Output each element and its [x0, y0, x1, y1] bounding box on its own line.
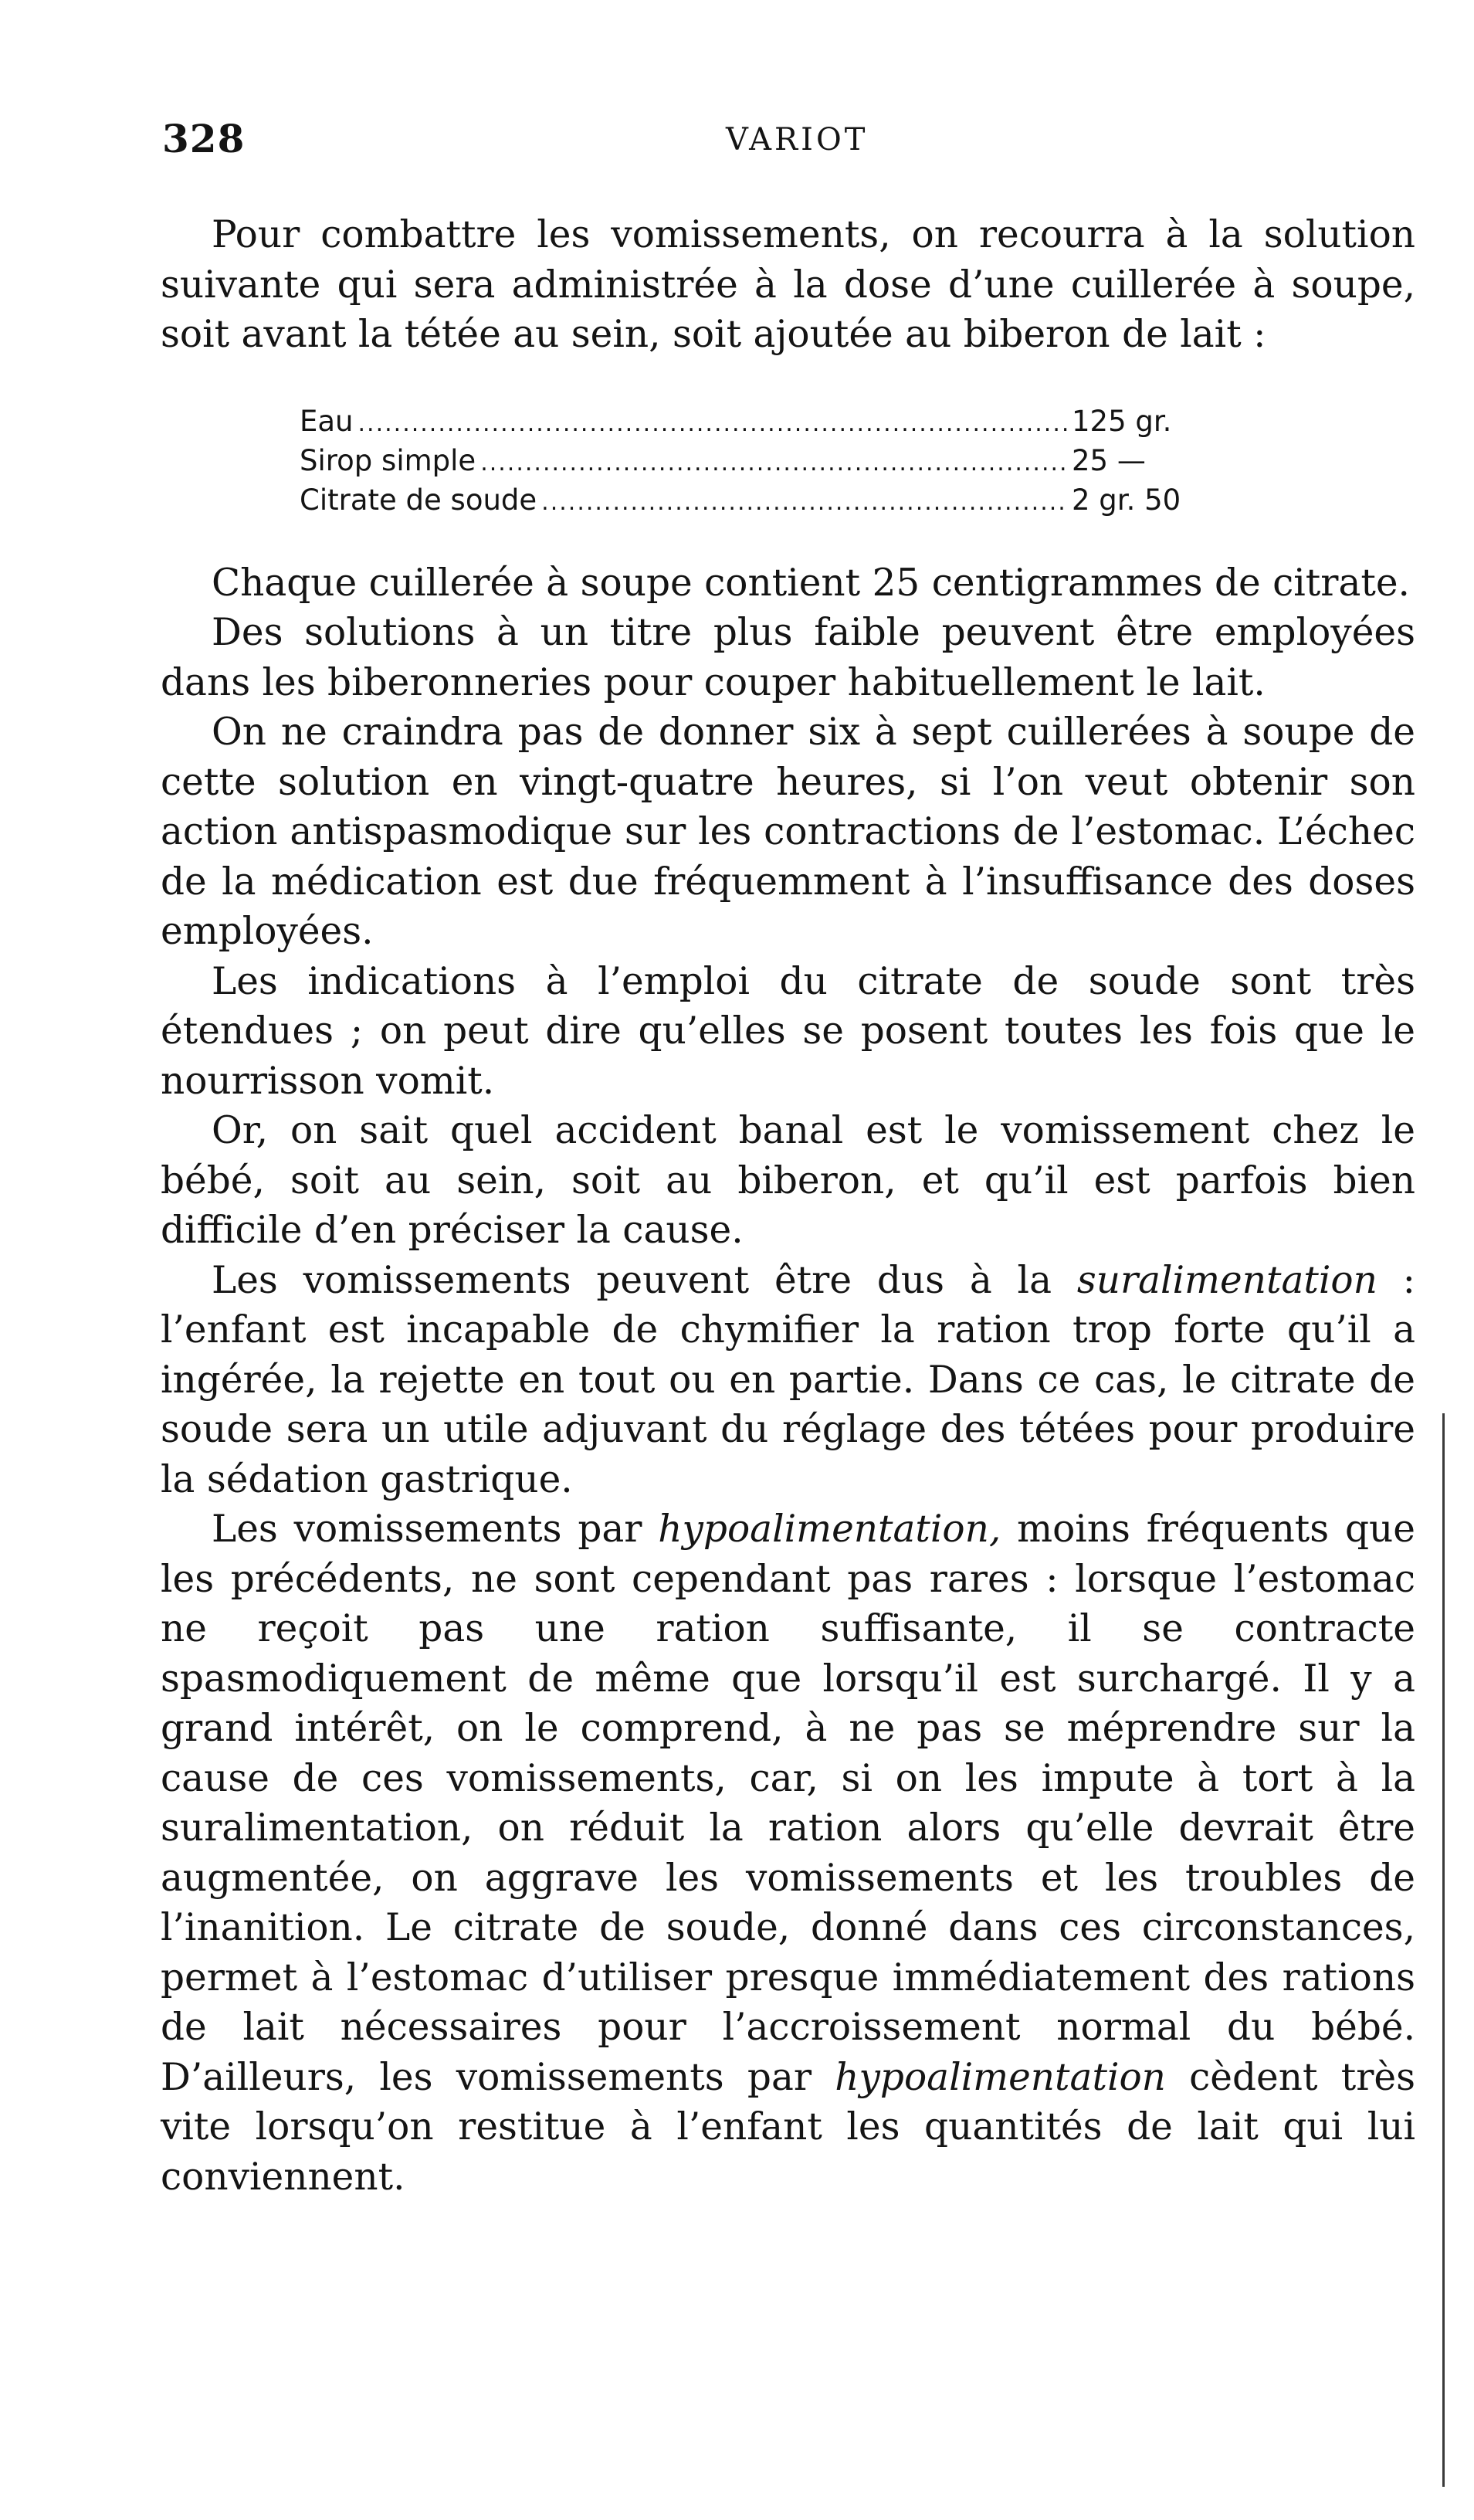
- ingredient-quantity: 125 gr.: [1072, 404, 1172, 438]
- ingredient-quantity: 2 gr. 50: [1072, 483, 1181, 517]
- paragraph-indications: Les indications à l’emploi du citrate de soude sont très étendues ; on peut dire qu’elles se posent toutes les fois que le nourrisson vomit.: [161, 959, 1415, 1103]
- paragraph-quantity: On ne craindra pas de donner six à sept cuillerées à soupe de cette solution en vingt-quatre heures, si l’on veut obtenir son action antispasmodique sur les contractions de l’estomac. L’échec de la médication est due fréquemment à l’insuffisance des doses employées.: [161, 711, 1415, 953]
- page-edge-rule: [1442, 1413, 1445, 2487]
- ingredient-quantity: 25 —: [1072, 443, 1146, 477]
- ingredient-name: Eau: [300, 404, 354, 438]
- paragraph-suralimentation: [161, 1256, 1415, 1505]
- emphasis-term: suralimentation: [1076, 1258, 1377, 1302]
- text-run: : l’enfant est incapable de chymifier la ration trop forte qu’il a ingérée, la rejette en tout ou en partie. Dans ce cas, le citrate de soude sera un utile adjuvant du réglage des tétées pour produire la sédation gastrique.: [161, 1258, 1415, 1501]
- emphasis-term: hypoalimentation,: [658, 1508, 1001, 1551]
- dot-leader: [480, 445, 1067, 482]
- text-run: Les vomissements par: [212, 1508, 659, 1551]
- paragraph-dose: Chaque cuillerée à soupe contient 25 centigrammes de citrate.: [212, 561, 1410, 605]
- paragraph-solutions: Des solutions à un titre plus faible peuvent être employées dans les biberonneries pour couper habituellement le lait.: [161, 611, 1415, 704]
- recipe-row: [300, 443, 1257, 482]
- dot-leader: [358, 405, 1067, 443]
- recipe-row: [300, 403, 1257, 443]
- page-header: [162, 116, 1413, 170]
- recipe-row: [300, 482, 1257, 521]
- body-text: [161, 210, 1415, 2202]
- paragraph-hypoalimentation: [161, 1504, 1415, 2202]
- paragraph-causes: Or, on sait quel accident banal est le vomissement chez le bébé, soit au sein, soit au biberon, et qu’il est parfois bien difficile d’en préciser la cause.: [161, 1109, 1415, 1252]
- text-run: Les vomissements peuvent être dus à la: [212, 1258, 1077, 1302]
- dot-leader: [541, 484, 1067, 521]
- text-run: cèdent très vite lorsqu’on restitue à l’enfant les quantités de lait qui lui conviennent.: [161, 2055, 1415, 2199]
- page-number: 328: [162, 116, 246, 161]
- ingredient-name: Citrate de soude: [300, 483, 537, 517]
- intro-paragraph: Pour combattre les vomissements, on recourra à la solution suivante qui sera administrée à la dose d’une cuillerée à soupe, soit avant la tétée au sein, soit ajoutée au biberon de lait :: [161, 213, 1415, 356]
- emphasis-term: hypoalimentation: [835, 2055, 1166, 2099]
- ingredient-name: Sirop simple: [300, 443, 476, 477]
- running-head: VARIOT: [726, 122, 869, 158]
- recipe-table: [300, 403, 1257, 521]
- text-run: moins fréquents que les précédents, ne sont cependant pas rares : lorsque l’estomac ne reçoit pas une ration suffisante, il se contracte spasmodiquement de même que lorsqu’il est surchargé. Il y a grand intérêt, on le comprend, à ne pas se méprendre sur la cause de ces vomissements, car, si on les impute à tort à la suralimentation, on réduit la ration alors qu’elle devrait être augmentée, on aggrave les vomissements et les troubles de l’inanition. Le citrate de soude, donné dans ces circonstances, permet à l’estomac d’utiliser presque immédiatement des rations de lait nécessaires pour l’accroissement normal du bébé. D’ailleurs, les vomissements par: [161, 1508, 1415, 2099]
